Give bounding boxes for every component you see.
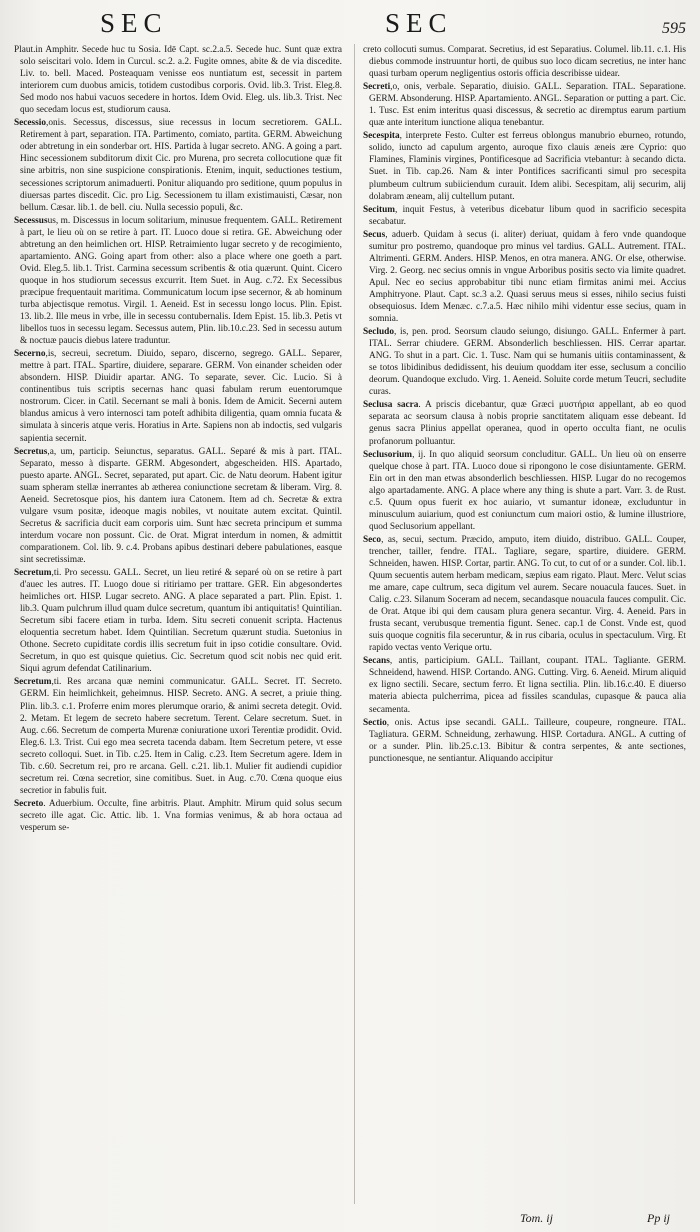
dictionary-entry bbox=[363, 655, 686, 715]
entry-text: creto collocuti sumus. Comparat. Secretius, id est Separatius. Columel. lib.11. c.1. His diebus commode instruuntur horti, de quibus suo loco dicam secretius, ne inter hanc quasi turbam operum negligentius ostoris officia describisse uidear. bbox=[362, 45, 686, 80]
entry-headword: Seco bbox=[362, 534, 382, 545]
entry-text: . A priscis dicebantur, quæ Græci μυστήρια appellant, ab eo quod separata ac seorsum clausa à nobis proprie sanctitatem aliquam esse debeant. Id genus sacra Plinius appellat operanea, quod in operto occulta fiant, ne oculis profanorum polluantur. bbox=[368, 400, 686, 447]
entry-text: , is, pen. prod. Seorsum claudo seiungo, disiungo. GALL. Enfermer à part. ITAL. Serrar chiudere. GERM. Absonderlich beschliessen. HIS. Cerrar apartar. ANG. To shut in a part. Cic. 1. Tusc. Nam qui se humanis uitiis contaminassent, & se totos libidinibus dedidissent, his deuium quoddam iter esse, seclusum a concilio deorum. Quandoque excludo. Virg. 1. Aeneid. Soluite corde metum Teucri, secludite curas. bbox=[368, 327, 686, 398]
dictionary-entry bbox=[14, 44, 342, 116]
dictionary-entry bbox=[14, 676, 342, 796]
entry-text: , as, secui, sectum. Præcido, amputo, item diuido, distribuo. GALL. Couper, trencher, tailler, fendre. ITAL. Tagliare, segare, spartire, diuidere. GERM. Schneiden, hawen. HISP. Cortar, partir. ANG. To cut, to cut of or a sunder. Col. lib.1. Quum secuentis autem herbam medicam, sæpius eam rigato. Plaut. Merc. Velut scias me amare, cape cultrum, seca digitum vel aurem. Secare nouacula fauces. Suet. in Calig. c.23. Silanum Soceram ad necem, secandasque nouacula fauces compulit. Cic. de Orat. Atque ibi qui dem causam plura genera secantur. Virg. 4. Aeneid. Pars in frusta secant, verubusque trementia figunt. Senec. cap.1 de Const. Vnde est, quod suis quoque cognitis fila seceruntur, & in rus cibaria, oculus in spectaculum. Virg. Et rapido vectas vento Verique ortu. bbox=[368, 534, 686, 654]
entry-headword: Sectio bbox=[362, 717, 387, 728]
dictionary-entry bbox=[363, 44, 686, 80]
dictionary-entry bbox=[14, 215, 342, 348]
entry-headword: Secreti bbox=[362, 82, 391, 93]
signature-mark: Tom. ij bbox=[520, 1211, 553, 1225]
dictionary-entry bbox=[14, 348, 342, 444]
page-number: 595 bbox=[662, 20, 686, 37]
entry-text: ,onis. Secessus, discessus, siue recessus in locum secretiorem. GALL. Retirement à part, separation. ITA. Partimento, comiato, partita. GERM. Abweichung oder abtretung in ein sonderbar ort. HIS. Partida à lugar secreto. ANG. A going a part. Hinc secessionem subditorum dixit Cic. pro Murena, pro secreta collocutione quæ fit sine arbitris, non sine suspicione conspirationis. Etenim, inquit, seductiones testium, secessiones scriptorum animaduerti. Ponitur aliquando pro seditione, quum populus in diuersas partes discedit. Cic. pro Lig. Secessionem tu illam existimauisti, Cæsar, non bellum. Cæsar. lib.1. de bell. ciu. Nulla secessio populi, &c. bbox=[20, 118, 342, 213]
entry-text: . Aduerbium. Occulte, fine arbitris. Plaut. Amphitr. Mirum quid solus secum secreto ille agat. Cic. Attic. lib. 1. Vna formias venimus, & ab hora octaua ad vesperum se- bbox=[20, 798, 342, 833]
entry-text: , antis, participium. GALL. Taillant, coupant. ITAL. Tagliante. GERM. Schneidend, hawend. HISP. Cortando. ANG. Cutting. Virg. 6. Aeneid. Mirum aliquid ex ligno sectili. Secare, sectum ferro. Et ligna sectilia. Plin. lib.16.c.40. E diuerso materia abiecta pulcherrima, picea ad fissiles scandulas, cupasque & pauca alia secamenta. bbox=[368, 656, 686, 715]
dictionary-entry bbox=[14, 446, 342, 566]
entry-headword: Secus bbox=[362, 229, 386, 240]
dictionary-entry bbox=[363, 449, 686, 533]
entry-headword: Secretum bbox=[14, 568, 52, 579]
dictionary-entry bbox=[363, 81, 686, 129]
entry-text: ,a, um, particip. Seiunctus, separatus. GALL. Separé & mis à part. ITAL. Separato, messo à disparte. GERM. Abgesondert, abgescheiden. HIS. Apartado, puesto aparte. ANGL. Secret, separated, put apart. Cic. de Natu deorum. Habent igitur suam spheram stellæ inerrantes ab ætherea coniunctione secretam & liberam. Virg. 8. Aeneid. Secretosque pios, his dantem iura Catonem. Item ad ch. Secretæ & extra vulgare vsum positæ, ideoque magis nobiles, vt nouitate autem excitat. Quintil. Secretus & sacrificia ducit eam corporis uim. Sunt hæc secreta principum et summa interdum vocare non possunt. Cic. de Orat. Migrat interdum in nomen, & admittit comparationem. Col. lib. 9. c.4. Probans apibus destinari debere pabulationes, easque sint secretissimæ. bbox=[20, 446, 342, 565]
entry-headword: Secreto bbox=[14, 798, 44, 809]
dictionary-entry bbox=[363, 326, 686, 398]
dictionary-entry bbox=[14, 567, 342, 675]
entry-text: ,o, onis, verbale. Separatio, diuisio. GALL. Separation. ITAL. Separatione. GERM. Absonderung. HISP. Apartamiento. ANGL. Separation or putting a part. Cic. 1. Tusc. Est enim interitus quasi discessus, & secretio ac diremptus earum partium quæ ante interitum iunctione aliqua tenebantur. bbox=[368, 82, 686, 129]
entry-text: ,ti. Pro secessu. GALL. Secret, un lieu retiré & separé où on se retire à part d'auec les autres. IT. Luogo doue si ritiriamo per trattare. GER. Ein abgesondertes heimliches ort. HISP. Lugar secreto. ANG. A place separated a part. Plin. Epist. 1. lib.3. Quam pulchrum illud quam dulce secretum, quantum ibi antiquitatis! Quintilian. Secretum sibi facere etiam in turba. Idem. Situ secreti conuenit scripta. Hactenus eloquentia secretum habet. Idem Quintilian. Secretum quærunt studia. Suetonius in Othone. Secreto cupiditate cordis illis secretum fuit in ipso cotidie consultare. Ovid. Secretum, in quo est quisque quietius. Cic. Secretum quod scit nobis nec quid erit. Siqui agrum defendat Catilinarium. bbox=[20, 568, 342, 675]
dictionary-entry bbox=[14, 117, 342, 213]
entry-headword: Secessus bbox=[14, 215, 48, 226]
dictionary-entry bbox=[363, 229, 686, 325]
entry-text: , inquit Festus, à veteribus dicebatur libum quod in sacrificio secespita secabatur. bbox=[368, 204, 686, 227]
dictionary-entry bbox=[363, 399, 686, 447]
entry-headword: Secans bbox=[362, 656, 390, 667]
entry-headword: Secretus bbox=[14, 446, 48, 457]
running-head-left: SEC bbox=[100, 8, 168, 38]
entry-text: Plaut.in Amphitr. Secede huc tu Sosia. Idē Capt. sc.2.a.5. Secede huc. Sunt quæ extra solo seiscitari volo. Idem in Curcul. sc.2. a.2. Fugite omnes, abite & de via discedite. Liv. to. bell. Maced. Posteaquam venisse eos nuntiatum est, secessit in partem interiorem cum duobus amicis, totidem custodibus corporis. Ovid. lib.3. Trist. Eleg.8. Sed modo nos habui vacuos secedere in hortos. Idem Ovid. Eleg. uls. lib.3. Trist. Nec quo secedam locus est, studiorum causa. bbox=[14, 45, 342, 116]
right-column bbox=[354, 44, 686, 1204]
left-column bbox=[14, 44, 342, 1204]
dictionary-entry bbox=[363, 204, 686, 228]
entry-text: , interprete Festo. Culter est ferreus oblongus manubrio eburneo, rotundo, solido, iuncto ad capulum argento, auroque fixo clauis æneis ære Cyprio: quo Flamines, Flaminis virgines, Pontificesque ad Sacrificia vtebantur: à secando dicta. Suet. in Tib. cap.26. Nam & inter Pontifices sacrificanti simul pro secespita plumbeum cultrum subiiciendum curauit. Idem alibi. Secespitam, alij securim, alij dolabram æneam, alij cultellum putant. bbox=[368, 131, 686, 202]
entry-text: us, m. Discessus in locum solitarium, minusue frequentem. GALL. Retirement à part, le lieu où on se retire à part. IT. Luoco doue si retira. GE. Abweichung oder abtretung an den heimlichen ort. HISP. Retraimiento lugar secreto y de recogimiento, apartamiento. ANG. Going apart from other: also a place where one goeth a part. Ovid. Eleg.5. lib.1. Trist. Carmina secessum scribentis & otia quærunt. Quint. Cicero quoque in hos studiorum secessus excurrit. Item Suet. in Aug. c.72. Ex Secessibus præcipue frequentauit maritima. Communicatum locum ipse secernor, & ab hominum turba abjectisque remotus. Virgil. 1. Aeneid. Est in secessu longo locus. Plin. Epist. 13. lib.2. Ille meus in vrbe, ille in secessu contubernalis. Idem Epist. 15. lib.3. Petis vt libellos tuos in secessu legam. Secessus autem, Plin. lib.10.c.23. Sed in secessu autum & noctuæ paucis diebus latere traduntur. bbox=[20, 215, 342, 347]
entry-headword: Seclusorium bbox=[362, 449, 413, 460]
running-head-right: SEC bbox=[385, 8, 453, 38]
page-footer bbox=[0, 1206, 700, 1226]
entry-text: , aduerb. Quidam à secus (i. aliter) deriuat, quidam à fero vnde quandoque sumitur pro postremo, quandoque pro minus vel tardius. GALL. Autrement. ITAL. Altrimenti. GERM. Anders. HISP. Menos, en otra manera. ANG. Or else, otherwise. Virg. 2. Georg. nec secius omnis in vngue Arboribus positis secto via limite quadret. Apul. Nec eo secius approbabitur tibi nunc etiam firmitas animi mei. Accius Amphitryone. Plaut. Capt. sc.3 a.2. Quasi seruus meus si esses, nihilo secius fuisti obsequiosus. Idem Menæc. c.7.a.5. Hæc nihilo mihi videntur esse secius, quam in somnia. bbox=[368, 229, 686, 325]
entry-text: ,is, secreui, secretum. Diuido, separo, discerno, segrego. GALL. Separer, mettre à part. ITAL. Spartire, diuidere, separare. GERM. Von einander scheiden oder absondern. HISP. Diuidir apartar. ANG. To separate, sever. Cic. Lucio. Si à continentibus tuis scriptis secernas hanc quasi fabulam rerum euentorumque nostrorum. Cicer. in Catil. Secernant se mali à bonis. Idem de Amicit. Secerni autem blandus amicus à vero internosci tam poteſt adhibita diligentia, quam omnia fucata & simulata à sinceris atque veris. Horatius in Arte. Sapiens non ab indoctis, sed vulgaris sapientia secernit. bbox=[20, 349, 342, 444]
entry-headword: Seclusa sacra bbox=[362, 400, 419, 411]
entry-text: ,ti. Res arcana quæ nemini communicatur. GALL. Secret. IT. Secreto. GERM. Ein heimlichkeit, geheimnus. HISP. Secreto. ANG. A secret, a priuie thing. Plin. lib.3. c.1. Proferre enim mores plerumque orario, & animi secreta detegit. Ovid. 2. Metam. Et legem de secreto habere secretum. Terent. Celare secretum. Suet. in Aug. c.66. Secretum de comperta Murenæ coniuratione uxori Terentiæ prodidit. Ovid. Eleg.6. l.3. Trist. Cui ego mea secreta tacenda dabam. Item Secretum petere, vt esse secreto colloqui. Suet. in Tib. c.25. Item in Calig. c.23. Item Secretum agere. Idem in Tib. c.60. Secretum rei, pro re arcana. Gell. c.21. lib.1. Mulier fit audiendi cupidior secretum rei. Cœna secretior, sine comitibus. Suet. in Aug. c.70. Cœna quoque eius secretior in fabulis fuit. bbox=[20, 677, 342, 796]
page-header bbox=[0, 8, 700, 48]
entry-text: , onis. Actus ipse secandi. GALL. Tailleure, coupeure, rongneure. ITAL. Tagliatura. GERM. Schneidung, zerhawung. HISP. Cortadura. ANGL. A cutting of or a sunder. Plin. lib.25.c.13. Bibitur & contra serpentes, & ante sectiones, punctionesque, ne sentiantur. Aliquando accipitur bbox=[368, 717, 686, 764]
catchword: Pp ij bbox=[647, 1211, 670, 1225]
dictionary-entry bbox=[363, 717, 686, 765]
text-columns bbox=[14, 44, 686, 1204]
dictionary-entry bbox=[363, 130, 686, 202]
entry-headword: Secerno bbox=[14, 349, 46, 360]
entry-headword: Secespita bbox=[362, 131, 400, 142]
entry-text: , ij. In quo aliquid seorsum concluditur. GALL. Un lieu où on enserre quelque chose à part. ITA. Luoco doue si ripongono le cose disiuntamente. GERM. Ein ort in den man etwas absonderlich beschliessen. HISP. Lugar do no recogemos algo apartadamente. ANG. A place where any thing is shute a part. Varr. 3. de Rust. c.5. Quum opus fuerit ex hoc auiario, vt sumantur idoneæ, excluduntur in minusculum auiarium, quod est coniunctum cum maiori ostio, & lumine illustriore, quod Seclusorium appellant. bbox=[368, 449, 686, 532]
entry-headword: Secludo bbox=[362, 327, 394, 338]
entry-headword: Secitum bbox=[362, 204, 396, 215]
entry-headword: Secessio bbox=[14, 118, 47, 129]
entry-headword: Secretum bbox=[14, 677, 52, 688]
dictionary-entry bbox=[14, 798, 342, 834]
dictionary-entry bbox=[363, 534, 686, 654]
